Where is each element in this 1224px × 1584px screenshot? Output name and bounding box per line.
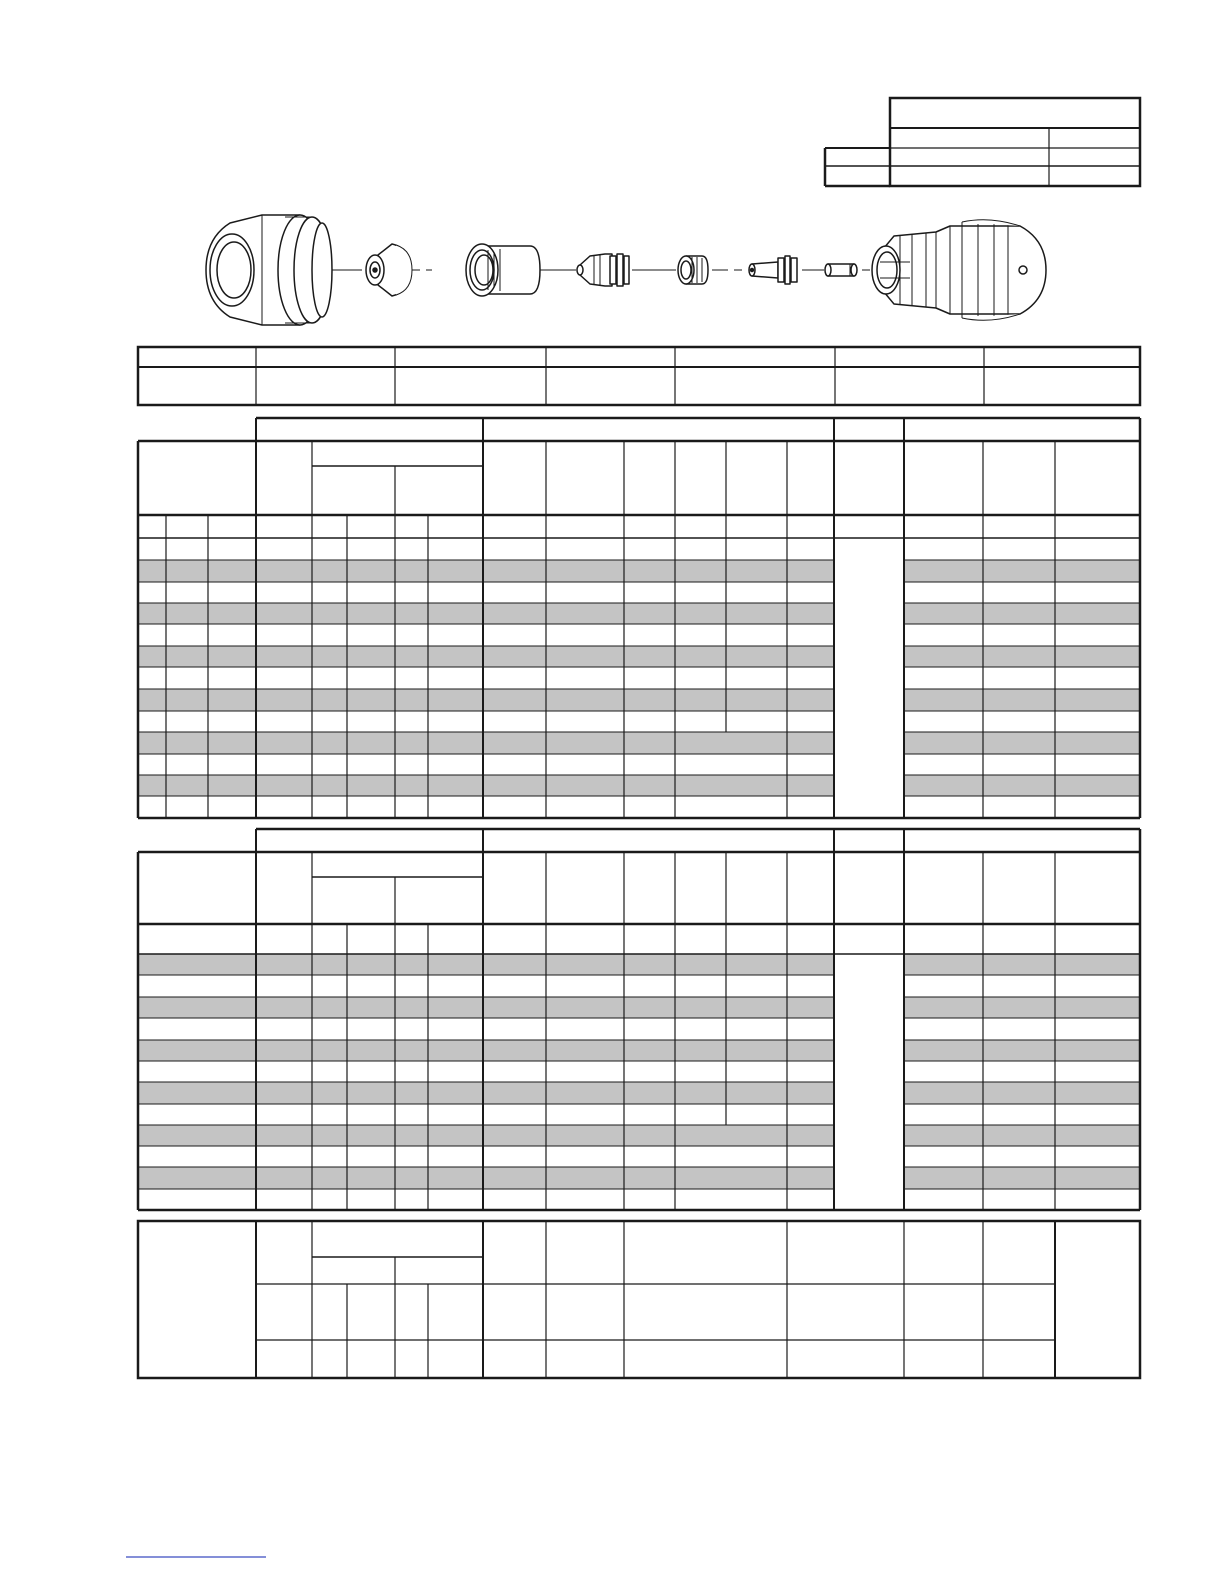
shaded-row — [904, 1082, 1139, 1104]
water-tube-part — [825, 264, 857, 276]
legend-table-frame — [138, 1221, 1140, 1378]
swirl-ring-part — [678, 256, 708, 284]
torch-body-part — [872, 220, 1046, 321]
shaded-row — [904, 1040, 1139, 1061]
nozzle-part — [577, 254, 629, 286]
shaded-row — [904, 732, 1139, 754]
shaded-row — [904, 689, 1139, 711]
shaded-row — [904, 1125, 1139, 1146]
shaded-row — [904, 603, 1139, 624]
shaded-row — [904, 997, 1139, 1018]
shaded-row — [139, 646, 834, 667]
shaded-row — [904, 954, 1139, 975]
shaded-row — [904, 1167, 1139, 1189]
shaded-row — [904, 775, 1139, 796]
shaded-row — [904, 560, 1139, 582]
shaded-row — [139, 689, 834, 711]
shield-part — [366, 244, 412, 296]
part-number-table — [138, 347, 1140, 405]
consumable-parts-drawing — [206, 215, 1046, 325]
shaded-row — [139, 560, 834, 582]
header-block-frame — [890, 98, 1140, 186]
retaining-cap-part — [466, 244, 540, 296]
shaded-row — [139, 775, 834, 796]
shaded-row — [139, 1167, 834, 1189]
shaded-row — [139, 1040, 834, 1061]
shaded-row — [139, 603, 834, 624]
electrode-part — [749, 256, 797, 284]
shaded-row — [904, 646, 1139, 667]
row-shading-layer — [139, 560, 1139, 1189]
shaded-row — [139, 954, 834, 975]
shaded-row — [139, 732, 834, 754]
shaded-row — [139, 1125, 834, 1146]
shield-cap-part — [206, 215, 332, 325]
shaded-row — [139, 997, 834, 1018]
shaded-row — [139, 1082, 834, 1104]
